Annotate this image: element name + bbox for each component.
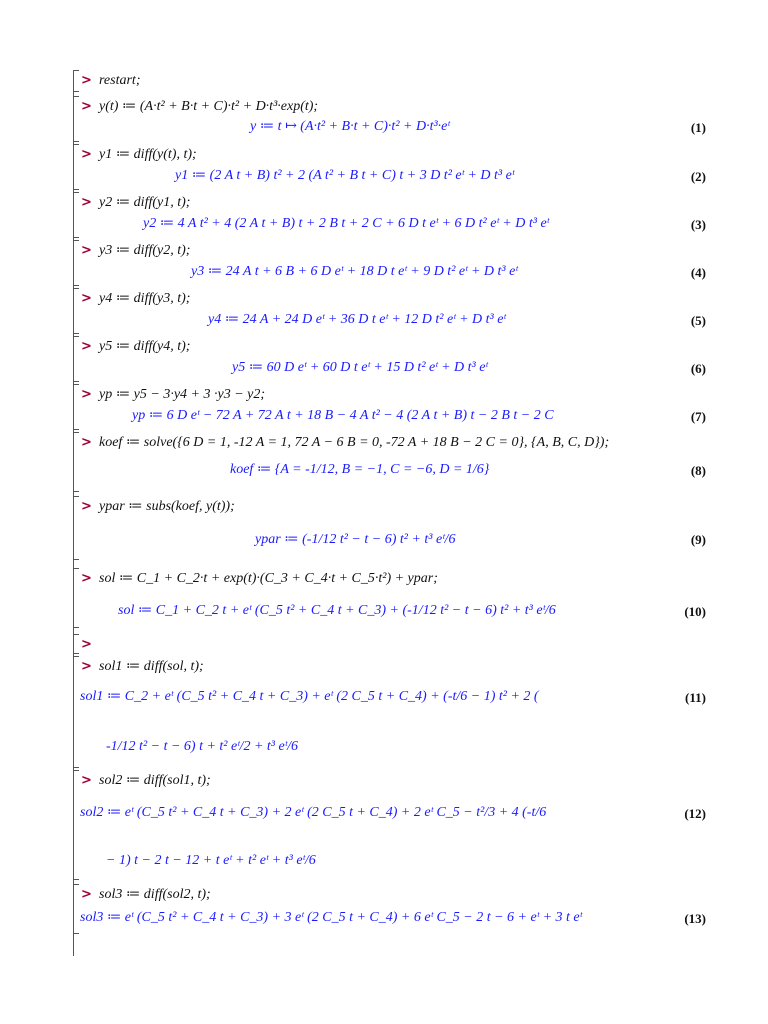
equation-label: (8) [690, 463, 706, 478]
equation-label: (10) [684, 604, 706, 619]
prompt-icon: > [81, 387, 92, 402]
prompt-icon: > [81, 571, 92, 586]
equation-label: (11) [685, 690, 706, 705]
prompt-icon: > [81, 773, 92, 788]
prompt-icon: > [81, 637, 92, 652]
execution-group-bracket[interactable] [73, 770, 79, 880]
execution-group-bracket[interactable] [73, 884, 79, 934]
input-command[interactable]: restart; [99, 73, 141, 88]
output-math: y5 ≔ 60 D eᵗ + 60 D t eᵗ + 15 D t² eᵗ + D t³ eᵗ [232, 360, 488, 375]
input-command[interactable]: y1 ≔ diff(y(t), t); [99, 147, 197, 162]
equation-label: (9) [690, 532, 706, 547]
equation-label: (2) [690, 169, 706, 184]
input-command[interactable]: sol ≔ C_1 + C_2·t + exp(t)·(C_3 + C_4·t + C_5·t²) + ypar; [99, 571, 438, 586]
equation-label: (1) [690, 120, 706, 135]
prompt-icon: > [81, 499, 92, 514]
output-math: y4 ≔ 24 A + 24 D eᵗ + 36 D t eᵗ + 12 D t² eᵗ + D t³ eᵗ [208, 312, 506, 327]
output-math: y ≔ t ↦ (A·t² + B·t + C)·t² + D·t³·eᵗ [250, 119, 450, 134]
prompt-icon: > [81, 147, 92, 162]
prompt-icon: > [81, 73, 92, 88]
input-command[interactable]: y2 ≔ diff(y1, t); [99, 195, 191, 210]
execution-group-bracket[interactable] [73, 656, 79, 768]
output-math: ypar ≔ (-1/12 t² − t − 6) t² + t³ eᵗ/6 [255, 532, 456, 547]
prompt-icon: > [81, 291, 92, 306]
execution-group-bracket[interactable] [73, 496, 79, 560]
execution-group-bracket[interactable] [73, 240, 79, 286]
output-math: y3 ≔ 24 A t + 6 B + 6 D eᵗ + 18 D t eᵗ + 9 D t² eᵗ + D t³ eᵗ [191, 264, 518, 279]
execution-group-bracket[interactable] [73, 568, 79, 628]
input-command[interactable]: koef ≔ solve({6 D = 1, -12 A = 1, 72 A − 6 B = 0, -72 A + 18 B − 2 C = 0}, {A, B, C, D}); [99, 435, 610, 450]
execution-group-bracket[interactable] [73, 192, 79, 238]
equation-label: (3) [690, 217, 706, 232]
equation-label: (12) [684, 806, 706, 821]
output-math: koef ≔ {A = -1/12, B = −1, C = −6, D = 1/6} [230, 462, 490, 477]
execution-group-bracket[interactable] [73, 432, 79, 492]
output-math: sol1 ≔ C_2 + eᵗ (C_5 t² + C_4 t + C_3) + eᵗ (2 C_5 t + C_4) + (-t/6 − 1) t² + 2 ( [80, 689, 539, 704]
input-command[interactable]: sol2 ≔ diff(sol1, t); [99, 773, 211, 788]
output-math: y1 ≔ (2 A t + B) t² + 2 (A t² + B t + C) t + 3 D t² eᵗ + D t³ eᵗ [175, 168, 515, 183]
input-command[interactable]: y(t) ≔ (A·t² + B·t + C)·t² + D·t³·exp(t); [99, 99, 319, 114]
output-math: sol ≔ C_1 + C_2 t + eᵗ (C_5 t² + C_4 t + C_3) + (-1/12 t² − t − 6) t² + t³ eᵗ/6 [118, 603, 556, 618]
execution-group-bracket[interactable] [73, 336, 79, 382]
execution-group-bracket[interactable] [73, 96, 79, 142]
prompt-icon: > [81, 339, 92, 354]
prompt-icon: > [81, 99, 92, 114]
input-command[interactable]: y4 ≔ diff(y3, t); [99, 291, 191, 306]
execution-group-bracket[interactable] [73, 144, 79, 190]
output-math-continued: − 1) t − 2 t − 12 + t eᵗ + t² eᵗ + t³ eᵗ/6 [106, 853, 316, 868]
equation-label: (7) [690, 409, 706, 424]
prompt-icon: > [81, 659, 92, 674]
output-math-continued: -1/12 t² − t − 6) t + t² eᵗ/2 + t³ eᵗ/6 [106, 739, 298, 754]
equation-label: (5) [690, 313, 706, 328]
prompt-icon: > [81, 243, 92, 258]
input-command[interactable]: yp ≔ y5 − 3·y4 + 3 ·y3 − y2; [99, 387, 266, 402]
execution-group-bracket[interactable] [73, 634, 79, 654]
execution-group-bracket[interactable] [73, 288, 79, 334]
input-command[interactable]: ypar ≔ subs(koef, y(t)); [99, 499, 235, 514]
output-math: y2 ≔ 4 A t² + 4 (2 A t + B) t + 2 B t + 2 C + 6 D t eᵗ + 6 D t² eᵗ + D t³ eᵗ [143, 216, 550, 231]
prompt-icon: > [81, 435, 92, 450]
execution-group-bracket[interactable] [73, 70, 79, 92]
equation-label: (4) [690, 265, 706, 280]
input-command[interactable]: sol3 ≔ diff(sol2, t); [99, 887, 211, 902]
output-math: sol3 ≔ eᵗ (C_5 t² + C_4 t + C_3) + 3 eᵗ (2 C_5 t + C_4) + 6 eᵗ C_5 − 2 t − 6 + eᵗ + 3 t eᵗ [80, 910, 582, 925]
input-command[interactable]: y5 ≔ diff(y4, t); [99, 339, 191, 354]
input-command[interactable]: y3 ≔ diff(y2, t); [99, 243, 191, 258]
execution-group-bracket[interactable] [73, 384, 79, 430]
equation-label: (13) [684, 911, 706, 926]
output-math: yp ≔ 6 D eᵗ − 72 A + 72 A t + 18 B − 4 A t² − 4 (2 A t + B) t − 2 B t − 2 C [132, 408, 554, 423]
output-math: sol2 ≔ eᵗ (C_5 t² + C_4 t + C_3) + 2 eᵗ (2 C_5 t + C_4) + 2 eᵗ C_5 − t²/3 + 4 (-t/6 [80, 805, 547, 820]
equation-label: (6) [690, 361, 706, 376]
input-command[interactable]: sol1 ≔ diff(sol, t); [99, 659, 204, 674]
prompt-icon: > [81, 887, 92, 902]
prompt-icon: > [81, 195, 92, 210]
